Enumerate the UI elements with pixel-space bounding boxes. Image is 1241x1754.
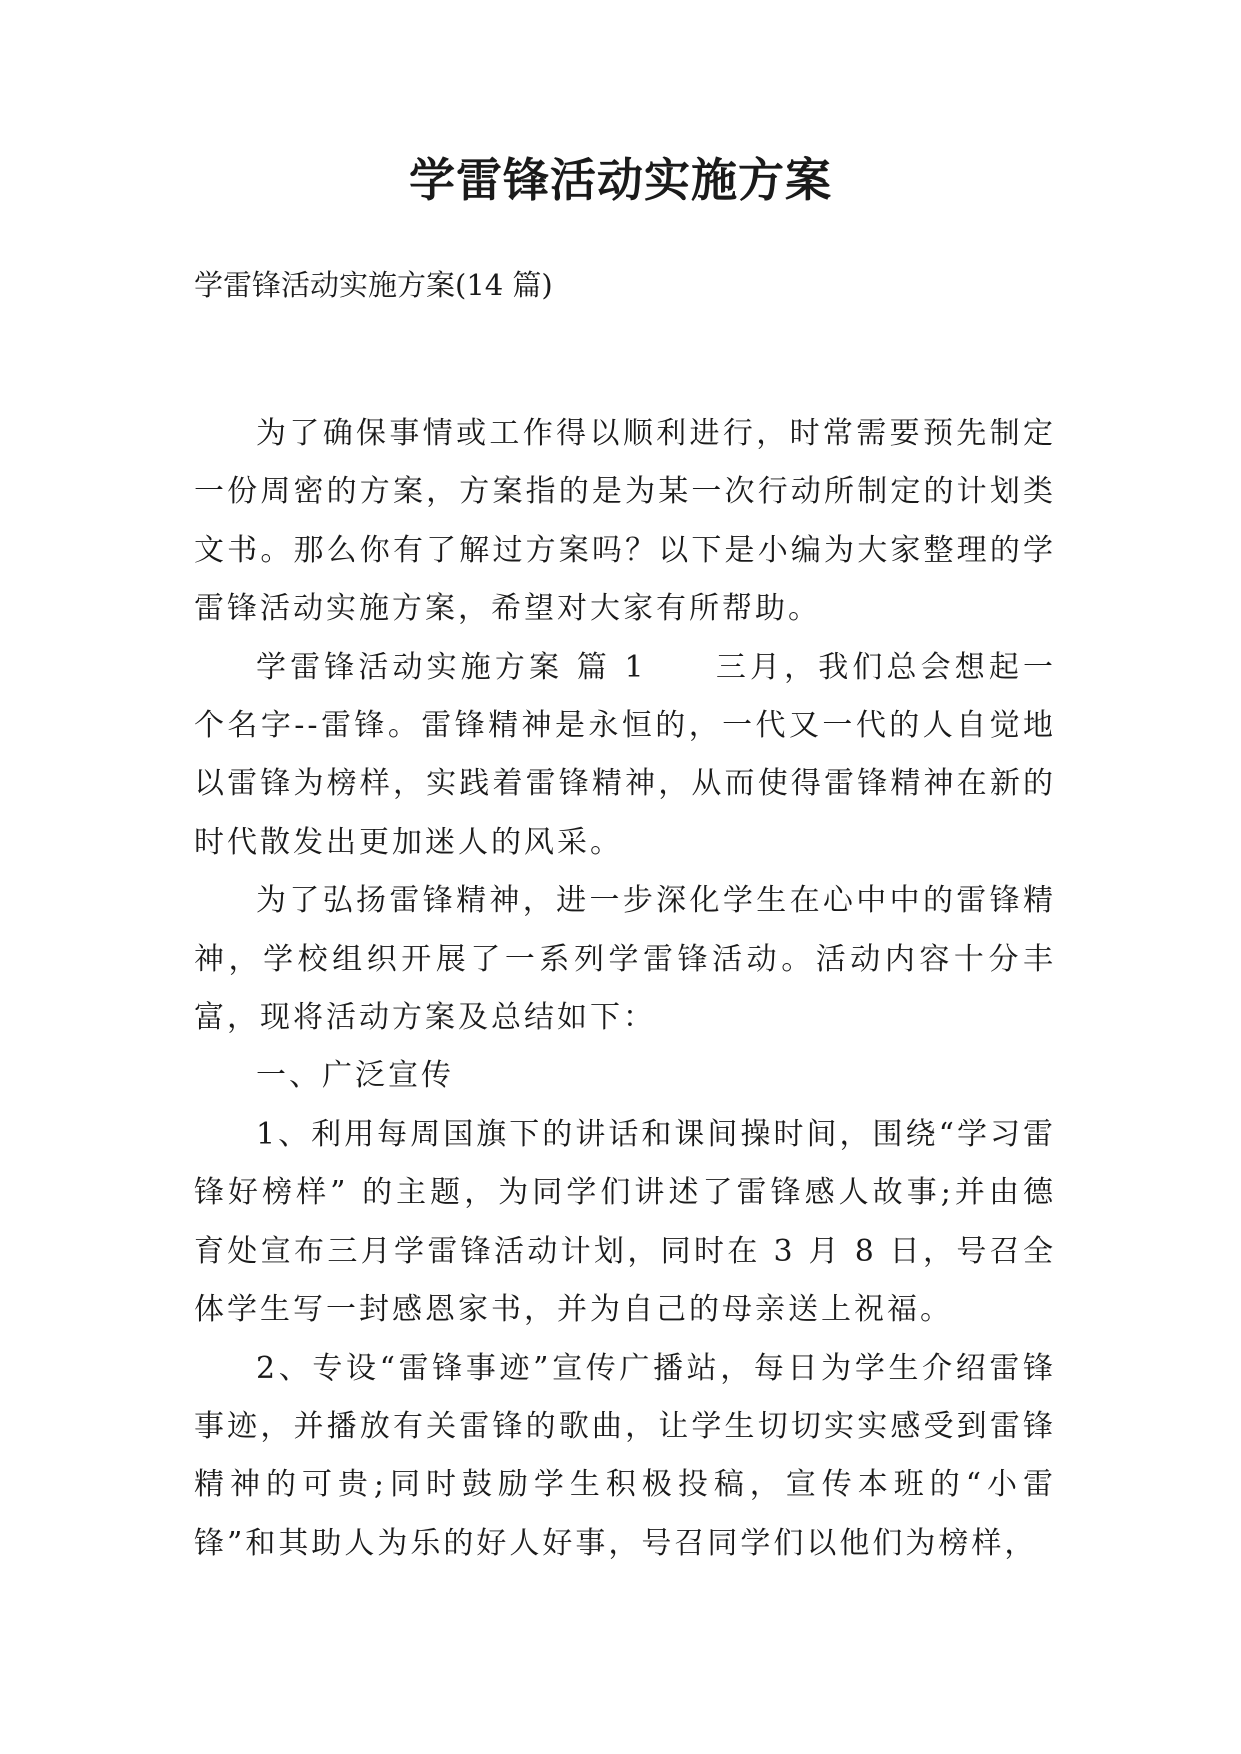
paragraph-intro: 为了确保事情或工作得以顺利进行，时常需要预先制定一份周密的方案，方案指的是为某一次行动所制定的计划类文书。那么你有了解过方案吗？以下是小编为大家整理的学雷锋活动实施方案，希望对大家有所帮助。 — [194, 416, 1056, 627]
paragraph-item-2: 2、专设“雷锋事迹”宣传广播站，每日为学生介绍雷锋事迹，并播放有关雷锋的歌曲，让学生切切实实感受到雷锋精神的可贵;同时鼓励学生积极投稿，宣传本班的“小雷锋”和其助人为乐的好人好事，号召同学们以他们为榜样， — [194, 1350, 1056, 1561]
document-body — [194, 405, 1056, 1573]
document-title: 学雷锋活动实施方案 — [409, 153, 832, 207]
section-heading: 一、广泛宣传 — [256, 1058, 454, 1094]
paragraph-purpose: 为了弘扬雷锋精神，进一步深化学生在心中中的雷锋精神，学校组织开展了一系列学雷锋活动。活动内容十分丰富，现将活动方案及总结如下： — [194, 883, 1056, 1036]
document-subtitle: 学雷锋活动实施方案(14 篇) — [194, 268, 553, 302]
paragraph-part-1: 学雷锋活动实施方案 篇 1 三月，我们总会想起一个名字--雷锋。雷锋精神是永恒的，一代又一代的人自觉地以雷锋为榜样，实践着雷锋精神，从而使得雷锋精神在新的时代散发出更加迷人的风采。 — [194, 649, 1056, 860]
paragraph-item-1: 1、利用每周国旗下的讲话和课间操时间，围绕“学习雷锋好榜样” 的主题，为同学们讲述了雷锋感人故事;并由德育处宣布三月学雷锋活动计划，同时在 3 月 8 日，号召全体学生写一封感恩家书，并为自己的母亲送上祝福。 — [194, 1116, 1056, 1328]
